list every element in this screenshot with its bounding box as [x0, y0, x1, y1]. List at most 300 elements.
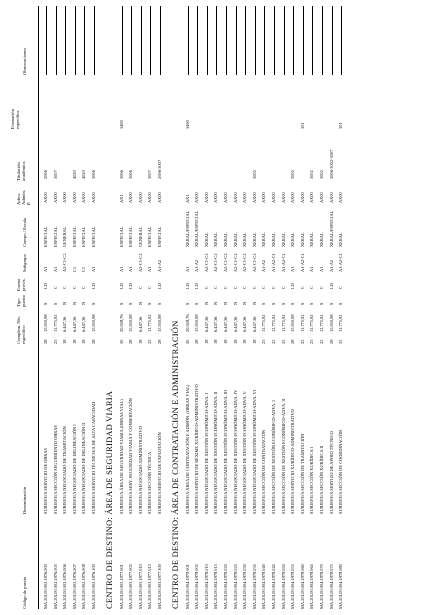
cell-cuerpo: XERAL	[319, 232, 324, 247]
observation-line	[332, 6, 333, 75]
cell-code: MA.20L00.004.1878.045	[271, 564, 276, 609]
cell-tipo: N	[251, 301, 257, 305]
cell-code: MA.20L00.004.1878.005	[194, 564, 200, 609]
cell-sub: A1-A2-C1	[338, 253, 344, 272]
cell-adscr: AX00	[91, 192, 96, 203]
cell-tipo: S	[52, 302, 58, 305]
cell-niv: 30	[118, 339, 124, 344]
cell-code: MA.20L00.003.1877.010	[137, 564, 143, 609]
cell-adscr: AX00	[328, 192, 334, 203]
cell-forma: C	[299, 286, 305, 289]
cell-sub: C1	[71, 266, 77, 272]
observation-line	[274, 6, 275, 75]
cell-name: SUBJEFE/A NEGOCIADO DE DELINEACIÓN I	[71, 424, 77, 514]
header-observaciones: Observaciones	[22, 47, 27, 75]
header-tipo: Tipo puesto	[16, 295, 27, 307]
cell-code: MA.20L00.003.1877.001	[118, 564, 124, 609]
cell-tit: 3007	[52, 170, 58, 179]
cell-adscr: AX00	[271, 192, 276, 203]
cell-adscr: AX00	[137, 192, 143, 203]
cell-name: SUBJEFE/A NEGOCIADO DE TRAMITACIÓN	[62, 426, 68, 514]
cell-form: 301	[299, 122, 305, 129]
cell-esp: 11.775,92	[271, 314, 276, 332]
header-denominacion: Denominación	[22, 486, 27, 514]
table-row	[183, 6, 193, 609]
cell-forma: C	[261, 286, 267, 289]
cell-forma: LD	[184, 283, 190, 289]
cell-sub: A2-C1-C2	[203, 253, 209, 272]
cell-cuerpo: XERAL	[299, 232, 305, 247]
cell-tipo: S	[118, 302, 124, 305]
cell-esp: 6.447,36	[242, 316, 248, 332]
observation-line	[322, 6, 323, 75]
table-row	[60, 6, 70, 609]
cell-tit: 3002	[319, 170, 324, 179]
cell-sub: A1-A2	[194, 259, 200, 272]
cell-name: SUBJEFE/A SECCIÓN DE COORDINACIÓN	[338, 429, 344, 514]
header-adscripcion: Adscr. Admón. P.	[16, 190, 32, 205]
cell-esp: 6.447,36	[232, 316, 238, 332]
cell-tipo: S	[319, 302, 324, 305]
cell-tipo: N	[223, 301, 228, 305]
cell-form: 3490	[184, 120, 190, 129]
cell-cuerpo: ESPECIAL	[147, 226, 153, 247]
cell-name: SUBJEFE/A SERV. SEGURIDAD VIARIA Y CONSERVACIÓN	[128, 398, 134, 514]
cell-adscr: AX00	[52, 192, 58, 203]
header-complemento: Complem. Niv. específico	[16, 315, 27, 344]
cell-sub: A1	[91, 266, 96, 272]
cell-tipo: S	[328, 302, 334, 305]
table-row	[259, 6, 269, 609]
observation-line	[141, 6, 142, 75]
cell-cuerpo: ESPECIAL	[128, 226, 134, 247]
cell-code: MA.20L00.003.1877.015	[147, 564, 153, 609]
cell-sub: A1-A2	[328, 259, 334, 272]
cell-adscr: AX00	[157, 192, 162, 203]
observation-line	[56, 6, 57, 75]
cell-adscr: AX00	[81, 192, 87, 203]
table-row	[70, 6, 80, 609]
cell-forma: LD	[290, 283, 296, 289]
cell-cuerpo: XERAL	[280, 232, 286, 247]
cell-adscr: AX00	[128, 192, 134, 203]
cell-tipo: S	[43, 302, 48, 305]
cell-esp: 6.447,36	[223, 316, 228, 332]
cell-name: SUBJEFE/A SERVICIO XURÍDICO-ADMINISTRATIVO	[290, 409, 296, 514]
cell-tipo: S	[194, 302, 200, 305]
cell-adscr: AX1	[118, 194, 124, 203]
cell-cuerpo: XERAL	[203, 232, 209, 247]
cell-forma: C	[338, 286, 344, 289]
cell-cuerpo: ESPECIAL	[43, 226, 48, 247]
cell-name: SUBJEFE/A SERVICIO TÉCNICO/A DE ALTA CAPACIDAD	[91, 401, 96, 514]
cell-niv: 25	[299, 339, 305, 344]
cell-forma: LD	[118, 283, 124, 289]
cell-adscr: AX00	[290, 192, 296, 203]
cell-tit: 3002	[309, 170, 315, 179]
cell-tit: 2006	[43, 170, 48, 179]
cell-cuerpo: XERAL	[290, 232, 296, 247]
cell-tipo: S	[338, 302, 344, 305]
cell-forma: C	[203, 286, 209, 289]
table-row	[269, 6, 279, 609]
observation-line	[226, 6, 227, 75]
cell-forma: C	[52, 286, 58, 289]
cell-adscr: AX00	[251, 192, 257, 203]
cell-cuerpo: XERAL	[271, 232, 276, 247]
cell-niv: 28	[290, 339, 296, 344]
observation-line	[84, 6, 85, 75]
cell-sub: A1	[128, 266, 134, 272]
cell-tipo: S	[261, 302, 267, 305]
cell-cuerpo: XERAL	[251, 232, 257, 247]
cell-name: SUBJEFE/A NEGOCIADO DE XESTIÓN ECONÓMICO-ADVA. VI	[251, 389, 257, 514]
cell-sub: A1	[319, 266, 324, 272]
header-subgrupo: Subgrupo	[22, 254, 27, 272]
table-row	[126, 6, 136, 609]
cell-adscr: AX00	[299, 192, 305, 203]
cell-name: SUBJEFE/A NEGOCIADO DE DELINEACIÓN II	[81, 422, 87, 514]
cell-niv: 18	[71, 339, 77, 344]
cell-code: MA.20L00.002.1876.000	[43, 564, 48, 609]
table-row	[117, 6, 127, 609]
observation-line	[255, 6, 256, 75]
cell-esp: 6.447,36	[203, 316, 209, 332]
cell-adscr: AX00	[71, 192, 77, 203]
cell-name: SUBJEFE/A NEGOCIADO ADMINISTRATIVO	[137, 426, 143, 514]
cell-esp: 15.950,98	[157, 314, 162, 332]
cell-sub: A1-A2	[261, 259, 267, 272]
cell-cuerpo: ESPECIAL	[81, 226, 87, 247]
cell-tipo: S	[271, 302, 276, 305]
table-row	[317, 6, 327, 609]
cell-adscr: AX1	[184, 194, 190, 203]
cell-niv: 25	[309, 339, 315, 344]
cell-esp: 11.775,92	[261, 314, 267, 332]
table-row	[327, 6, 337, 609]
observation-line	[216, 6, 217, 75]
observation-line	[122, 6, 123, 75]
cell-tit: 3002	[251, 170, 257, 179]
cell-forma: C	[147, 286, 153, 289]
cell-adscr: AX00	[203, 192, 209, 203]
cell-tipo: S	[184, 302, 190, 305]
cell-name: SUBJEFE/A SECCIÓN DE XESTIÓN ECONÓMICO-ADVA. II	[280, 398, 286, 514]
cell-cuerpo: XERAL/ESPECIAL	[184, 210, 190, 247]
cell-tipo: N	[71, 301, 77, 305]
cell-code: MA.20L00.003.1877.005	[128, 564, 134, 609]
cell-code: MA.20L00.004.1878.070	[319, 564, 324, 609]
observation-line	[293, 6, 294, 75]
cell-tipo: S	[128, 302, 134, 305]
table-row	[307, 6, 317, 609]
cell-forma: LD	[328, 283, 334, 289]
cell-cuerpo: ESPECIAL	[118, 226, 124, 247]
observation-line	[236, 6, 237, 75]
cell-esp: 6.447,36	[62, 316, 68, 332]
header-titulacion: Titulación académica	[16, 161, 27, 181]
observation-line	[188, 6, 189, 75]
observation-line	[65, 6, 66, 75]
table-row	[211, 6, 221, 609]
observation-line	[131, 6, 132, 75]
observation-line	[46, 6, 47, 75]
cell-sub: A1-A2-C1	[280, 253, 286, 272]
cell-niv: 25	[280, 339, 286, 344]
cell-esp: 11.775,92	[52, 314, 58, 332]
cell-adscr: AX00	[147, 192, 153, 203]
cell-code: MA.20L00.004.1878.050	[280, 564, 286, 609]
observation-line	[341, 6, 342, 75]
cell-tit: 4020	[81, 170, 87, 179]
cell-name: SUBJEFE/A ÁREA DE CONTRATACIÓN E ADMÓN. (OBRAS VIAL)	[184, 384, 190, 514]
cell-name: SUBJEFE/A SERVICIO DE RÉXIME XURÍDICO-ADMINISTRATIVO	[194, 384, 200, 514]
cell-forma: LD	[43, 283, 48, 289]
table-row	[155, 6, 165, 609]
cell-cuerpo: XERAL	[232, 232, 238, 247]
table-row	[240, 6, 250, 609]
cell-sub: A2-C1-C2	[62, 253, 68, 272]
cell-name: SUBJEFE/A NEGOCIADO DE XESTIÓN ECONÓMICO-ADVA. IV	[232, 389, 238, 514]
cell-code: MA.20L00.004.1878.060	[299, 564, 305, 609]
cell-forma: C	[213, 286, 219, 289]
observation-line	[75, 6, 76, 75]
cell-tit: 3006	[118, 170, 124, 179]
cell-code: MA.20L00.004.1878.035	[251, 564, 257, 609]
cell-esp: 11.775,92	[280, 314, 286, 332]
cell-sub: C1	[81, 266, 87, 272]
cell-adscr: AX00	[43, 192, 48, 203]
cell-code: MA.20L00.004.1878.080	[338, 564, 344, 609]
cell-name: SUBJEFE/A NEGOCIADO DE XESTIÓN ECONÓMICO-ADVA. V	[242, 391, 248, 514]
table-row	[202, 6, 212, 609]
cell-name: SUBJEFE/A SECCIÓN DE CONTRATACIÓN	[261, 430, 267, 514]
cell-tit: 3006	[128, 170, 134, 179]
cell-forma: C	[271, 286, 276, 289]
cell-adscr: AX00	[261, 192, 267, 203]
header-forma: Forma provis.	[16, 278, 27, 291]
cell-name: SUBJEFE/A NEGOCIADO DE XESTIÓN ECONÓMICO-ADVA. I	[203, 392, 209, 514]
header-formacion: Formación específica	[10, 109, 21, 129]
cell-forma: C	[319, 286, 324, 289]
table-row	[192, 6, 202, 609]
table-row	[51, 6, 61, 609]
cell-cuerpo: XERAL/ESPECIAL	[328, 210, 334, 247]
cell-form: 3490	[118, 120, 124, 129]
cell-esp: 11.775,92	[338, 314, 344, 332]
cell-cuerpo: XERAL	[338, 232, 344, 247]
cell-sub: A1-A2	[157, 259, 162, 272]
observation-line	[312, 6, 313, 75]
cell-tit: 3006	[91, 170, 96, 179]
cell-niv: 28	[128, 339, 134, 344]
cell-sub: A1	[184, 266, 190, 272]
cell-code: MA.20L00.004.1878.030	[242, 564, 248, 609]
table-row	[336, 6, 346, 609]
cell-cuerpo: ESPECIAL	[71, 226, 77, 247]
cell-adscr: AX00	[309, 192, 315, 203]
observation-line	[303, 6, 304, 75]
cell-adscr: AX00	[338, 192, 344, 203]
cell-esp: 20.928,76	[184, 314, 190, 332]
cell-niv: 18	[137, 339, 143, 344]
cell-code: MA.20L00.004.1878.065	[309, 564, 315, 609]
cell-name: SUBJEFE/A NEGOCIADO DE XESTIÓN ECONÓMICO-ADVA. II	[213, 391, 219, 514]
cell-code: MA.20L00.004.1878.010	[203, 564, 209, 609]
cell-adscr: AX00	[232, 192, 238, 203]
cell-forma: C	[280, 286, 286, 289]
cell-cuerpo: ESPECIAL	[157, 226, 162, 247]
cell-cuerpo: XERAL/ESPECIAL	[194, 210, 200, 247]
cell-name: SUBJEFE/A SERVIZO DE APOIO TÉCNICO	[328, 431, 334, 514]
cell-code: MA.20L00.004.1878.015	[213, 564, 219, 609]
cell-sub: A1	[147, 266, 153, 272]
cell-sub: A1	[309, 266, 315, 272]
observation-line	[245, 6, 246, 75]
cell-sub: A2-C1-C2	[213, 253, 219, 272]
cell-esp: 20.928,76	[118, 314, 124, 332]
cell-esp: 11.775,92	[319, 314, 324, 332]
cell-code: MA.20L00.003.1877.100	[157, 564, 162, 609]
cell-name: SUBJEFE/A NEGOCIADO DE XESTIÓN ECONÓMICO-ADVA. III	[223, 389, 228, 514]
table-row	[79, 6, 89, 609]
cell-code: MA.20L00.002.1876.006	[62, 564, 68, 609]
cell-forma: LD	[128, 283, 134, 289]
cell-adscr: AX00	[223, 192, 228, 203]
header-rule	[38, 6, 39, 609]
cell-code: MA.20L00.004.1878.040	[261, 564, 267, 609]
table-row	[279, 6, 289, 609]
table-row	[145, 6, 155, 609]
cell-code: MA.20L00.004.1878.001	[184, 564, 190, 609]
column-headers	[8, 6, 38, 609]
cell-niv: 18	[62, 339, 68, 344]
cell-name: SUBJEFE/A ÁREA DE SEGURIDAD VIARIA (OBRAS VIAL)	[118, 399, 124, 514]
cell-niv: 18	[223, 339, 228, 344]
cell-sub: A1	[290, 266, 296, 272]
cell-forma: LD	[157, 283, 162, 289]
cell-niv: 28	[194, 339, 200, 344]
cell-code: MA.20L00.002.1876.007	[71, 564, 77, 609]
cell-esp: 11.775,92	[147, 314, 153, 332]
cell-adscr: AX00	[280, 192, 286, 203]
cell-esp: 15.950,98	[194, 314, 200, 332]
cell-sub: A2-C1-C2	[223, 253, 228, 272]
cell-name: SUBJEFE/A SECCIÓN TÉCNICA	[147, 451, 153, 514]
cell-tipo: N	[232, 301, 238, 305]
cell-tipo: S	[91, 302, 96, 305]
cell-forma: C	[223, 286, 228, 289]
cell-cuerpo: XERAL	[223, 232, 228, 247]
cell-niv: 25	[52, 339, 58, 344]
table-row	[136, 6, 146, 609]
cell-niv: 18	[251, 339, 257, 344]
cell-tipo: N	[62, 301, 68, 305]
cell-esp: 15.950,98	[328, 314, 334, 332]
cell-niv: 18	[242, 339, 248, 344]
cell-niv: 25	[261, 339, 267, 344]
cell-forma: C	[232, 286, 238, 289]
cell-niv: 25	[147, 339, 153, 344]
cell-tipo: S	[299, 302, 305, 305]
cell-adscr: AX00	[319, 192, 324, 203]
cell-tit: 3007	[147, 170, 153, 179]
cell-niv: 28	[43, 339, 48, 344]
cell-esp: 6.447,36	[213, 316, 219, 332]
cell-forma: C	[251, 286, 257, 289]
observation-line	[150, 6, 151, 75]
cell-adscr: AX00	[194, 192, 200, 203]
cell-name: SUBJEFE/A SERVICIO DE OBRAS	[43, 448, 48, 514]
cell-niv: 18	[232, 339, 238, 344]
cell-name: SUBJEFE/A SECCIÓN SEGUIMIENTO OBRAS	[52, 425, 58, 514]
cell-name: SUBJEFE/A SECCIÓN XURÍDICA I	[309, 447, 315, 514]
cell-esp: 15.950,98	[128, 314, 134, 332]
cell-niv: 25	[338, 339, 344, 344]
cell-sub: A2-C1-C2	[251, 253, 257, 272]
cell-esp: 6.447,36	[251, 316, 257, 332]
header-codigo: Código de puesto	[22, 576, 27, 609]
cell-tipo: S	[290, 302, 296, 305]
cell-niv: 28	[157, 339, 162, 344]
table-row	[288, 6, 298, 609]
cell-code: MA.20L00.002.1876.005	[52, 564, 58, 609]
cell-adscr: AX00	[213, 192, 219, 203]
cell-sub: A2-C1-C2	[242, 253, 248, 272]
observation-line	[284, 6, 285, 75]
cell-tit: 3006-3002-3007	[328, 149, 334, 179]
cell-sub: A1	[118, 266, 124, 272]
cell-forma: C	[242, 286, 248, 289]
cell-tipo: S	[280, 302, 286, 305]
cell-tipo: N	[81, 301, 87, 305]
cell-sub: A2-C1-C2	[137, 253, 143, 272]
cell-code: MA.20L00.004.1878.025	[232, 564, 238, 609]
cell-esp: 6.447,36	[71, 316, 77, 332]
cell-niv: 30	[184, 339, 190, 344]
cell-niv: 18	[203, 339, 209, 344]
cell-esp: 15.950,98	[91, 314, 96, 332]
cell-forma: C	[71, 286, 77, 289]
cell-forma: LD	[194, 283, 200, 289]
cell-cuerpo: GENERAL	[137, 226, 143, 247]
cell-esp: 15.950,98	[43, 314, 48, 332]
cell-tit: 4020	[71, 170, 77, 179]
cell-form: 301	[338, 122, 344, 129]
cell-esp: 6.447,36	[81, 316, 87, 332]
cell-sub: A1-A2-C1	[271, 253, 276, 272]
cell-code: MA.20L00.002.1876.100	[91, 564, 96, 609]
observation-line	[264, 6, 265, 75]
table-row	[221, 6, 231, 609]
cell-forma: C	[137, 286, 143, 289]
cell-esp: 11.775,92	[299, 314, 305, 332]
table-row	[89, 6, 99, 609]
cell-niv: 25	[271, 339, 276, 344]
table-row	[250, 6, 260, 609]
cell-sub: A1	[52, 266, 58, 272]
cell-tit: 2006-3007	[157, 159, 162, 179]
table-row	[41, 6, 51, 609]
cell-sub: A1-A2-C1	[299, 253, 305, 272]
cell-code: MA.20L00.002.1876.008	[81, 564, 87, 609]
cell-forma: C	[309, 286, 315, 289]
cell-tipo: S	[147, 302, 153, 305]
cell-tipo: N	[242, 301, 248, 305]
table-row	[298, 6, 308, 609]
cell-code: MA.20L00.004.1878.075	[328, 564, 334, 609]
cell-esp: 11.775,92	[309, 314, 315, 332]
